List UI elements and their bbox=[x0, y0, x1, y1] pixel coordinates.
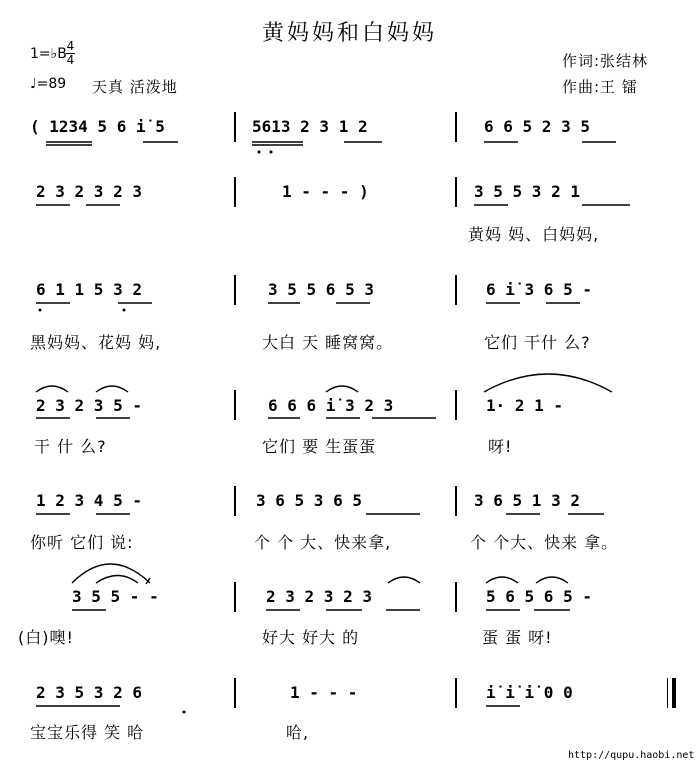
row3-measure1-notes: 6 1 1 5 3 2 bbox=[36, 280, 142, 299]
slur bbox=[72, 564, 150, 583]
row1-measure3-notes: 6 6 5 2 3 5 bbox=[484, 117, 590, 136]
row4-lyric1: 干 什 么? bbox=[34, 437, 107, 456]
time-bottom: 4 bbox=[66, 53, 75, 67]
row5-measure1-notes: 1 2 3 4 5 - bbox=[36, 491, 142, 510]
quarter-note-icon: ♩ bbox=[30, 76, 37, 92]
slur bbox=[486, 577, 518, 583]
row4-lyric2: 它们 要 生蛋蛋 bbox=[262, 437, 377, 456]
slur bbox=[536, 577, 568, 583]
row6-measure1-notes: 3 5 5 - - bbox=[72, 587, 159, 606]
flat-symbol: ♭ bbox=[50, 46, 58, 62]
row1-measure2-notes: 5613 2 3 1 2 bbox=[252, 117, 368, 136]
row6-lyric2: 好大 好大 的 bbox=[262, 628, 360, 647]
watermark: http://qupu.haobi.net bbox=[568, 750, 695, 761]
row4-measure1-notes: 2 3 2 3 5 - bbox=[36, 396, 142, 415]
row6-measure3-notes: 5 6 5 6 5 - bbox=[486, 587, 592, 606]
low-octave-dot bbox=[258, 151, 261, 154]
row6-lyric3: 蛋 蛋 呀! bbox=[482, 628, 553, 647]
time-top: 4 bbox=[66, 39, 75, 53]
composer-credit: 作曲:王 镭 bbox=[562, 78, 638, 96]
lyricist-credit: 作词:张结林 bbox=[562, 52, 649, 70]
row4-measure2-notes: 6 6 6 i̇ 3 2 3 bbox=[268, 396, 394, 415]
row7-measure1-notes: 2 3 5 3 2 6 bbox=[36, 683, 142, 702]
row3-lyric2: 大白 天 睡窝窝。 bbox=[262, 333, 394, 352]
row7-measure2-notes: 1 - - - bbox=[290, 683, 358, 702]
row2-measure3-notes: 3 5 5 3 2 1 bbox=[474, 182, 580, 201]
song-title: 黄妈妈和白妈妈 bbox=[261, 21, 437, 46]
row1-measure1-notes: ( 1234 5 6 i̇ 5 bbox=[30, 117, 165, 136]
row7-lyric2: 哈, bbox=[286, 723, 310, 742]
row6-lyric1: (白)噢! bbox=[18, 628, 74, 647]
slur bbox=[36, 386, 68, 392]
row4-lyric3: 呀! bbox=[488, 437, 513, 456]
row5-lyric1: 你听 它们 说: bbox=[30, 533, 134, 552]
low-octave-dot bbox=[39, 309, 42, 312]
row3-lyric1: 黑妈妈、花妈 妈, bbox=[30, 333, 162, 352]
row3-lyric3: 它们 干什 么? bbox=[484, 333, 591, 352]
row4-measure3-notes: 1· 2 1 - bbox=[486, 396, 564, 415]
row3-measure3-notes: 6 i̇ 3 6 5 - bbox=[486, 280, 592, 299]
row3-measure2-notes: 3 5 5 6 5 3 bbox=[268, 280, 374, 299]
row5-measure3-notes: 3 6 5 1 3 2 bbox=[474, 491, 580, 510]
expression-marking: 天真 活泼地 bbox=[92, 78, 178, 96]
slur bbox=[96, 386, 128, 392]
low-octave-dot bbox=[270, 151, 273, 154]
low-octave-dot bbox=[183, 711, 186, 714]
row2-measure2-notes: 1 - - - ) bbox=[282, 182, 369, 201]
row2-measure1-notes: 2 3 2 3 2 3 bbox=[36, 182, 142, 201]
low-octave-dot bbox=[123, 309, 126, 312]
slur bbox=[484, 374, 612, 392]
row5-measure2-notes: 3 6 5 3 6 5 bbox=[256, 491, 362, 510]
key-prefix: 1= bbox=[30, 46, 51, 62]
row5-lyric3: 个 个大、快来 拿。 bbox=[470, 533, 619, 552]
row6-measure2-notes: 2 3 2 3 2 3 bbox=[266, 587, 372, 606]
slur bbox=[96, 576, 138, 584]
row5-lyric2: 个 个 大、快来拿, bbox=[254, 533, 392, 552]
row7-measure3-notes: i̇ i̇ i̇ 0 0 bbox=[486, 683, 573, 702]
tempo-value: =89 bbox=[36, 76, 67, 92]
row7-lyric1: 宝宝乐得 笑 哈 bbox=[30, 723, 145, 742]
slur bbox=[326, 386, 358, 392]
key-note: B bbox=[57, 46, 67, 62]
row2-lyric3: 黄妈 妈、白妈妈, bbox=[468, 225, 600, 244]
slur bbox=[388, 577, 420, 583]
